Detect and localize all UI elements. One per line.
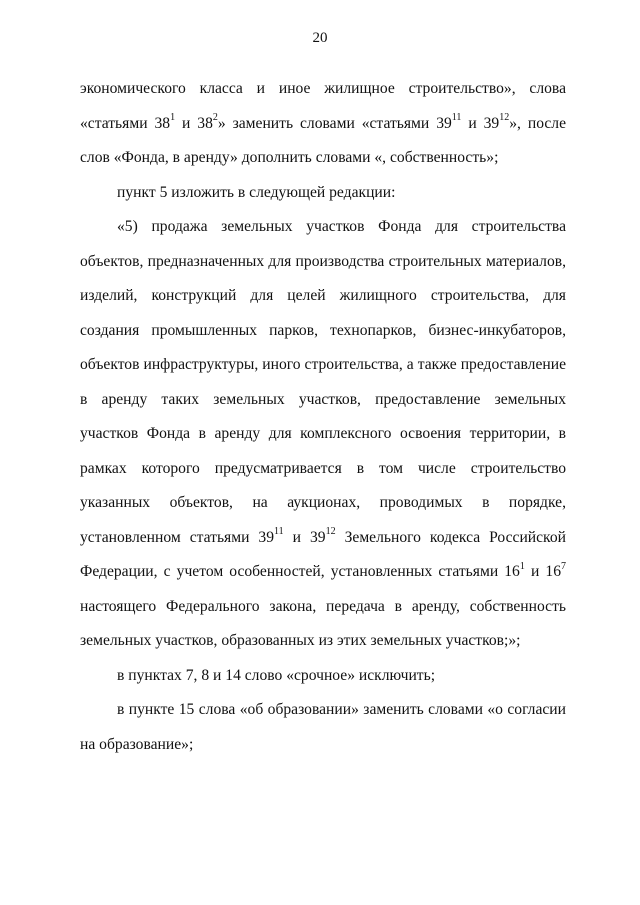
superscript-index: 11 <box>274 526 284 538</box>
superscript-index: 11 <box>451 112 462 124</box>
text-run: Земельного кодекса Российской Федерации, с учетом особенностей, установленных статьями 16 <box>80 528 566 580</box>
document-body <box>80 72 566 762</box>
superscript-index: 1 <box>170 112 176 124</box>
superscript-index: 2 <box>212 112 218 124</box>
superscript-index: 12 <box>499 112 510 124</box>
page-number: 20 <box>312 30 328 46</box>
paragraph <box>80 659 566 694</box>
text-run: экономического класса и иное жилищное строительство», слова «статьями 38 <box>80 80 566 132</box>
paragraph <box>80 210 566 659</box>
text-run: в пункте 15 слова «об образовании» заменить словами «о согласии на образование»; <box>80 701 566 753</box>
superscript-index: 1 <box>519 560 525 572</box>
text-run: и 16 <box>524 563 561 580</box>
text-run: и 39 <box>461 114 500 132</box>
paragraph <box>80 693 566 762</box>
paragraph <box>80 72 566 176</box>
text-run: » заменить словами «статьями 39 <box>217 114 452 132</box>
text-run: », после слов «Фонда, в аренду» дополнить словами «, собственность»; <box>80 114 567 166</box>
text-run: настоящего Федерального закона, передача в аренду, собственность земельных участков, образованных из этих земельных участков;»; <box>80 597 566 649</box>
text-run: пункт 5 изложить в следующей редакции: <box>117 183 396 201</box>
text-run: «5) продажа земельных участков Фонда для строительства объектов, предназначенных для производства строительных материалов, изделий, конструкций для целей жилищного строительства, для создания промышленных парков, технопарков, бизнес-инкубаторов, объектов инфраструктуры, иного строительства, а также предоставление в аренду таких земельных участков, предоставление земельных участков Фонда в аренду для комплексного освоения территории, в рамках которого предусматривается в том числе строительство указанных объектов, на аукционах, проводимых в порядке, установленном статьями 39 <box>80 218 566 546</box>
paragraph <box>80 176 566 211</box>
text-run: в пунктах 7, 8 и 14 слово «срочное» исключить; <box>117 666 436 684</box>
text-run: и 38 <box>175 114 213 132</box>
superscript-index: 7 <box>561 560 566 572</box>
superscript-index: 12 <box>325 526 336 538</box>
text-run: и 39 <box>283 528 326 546</box>
